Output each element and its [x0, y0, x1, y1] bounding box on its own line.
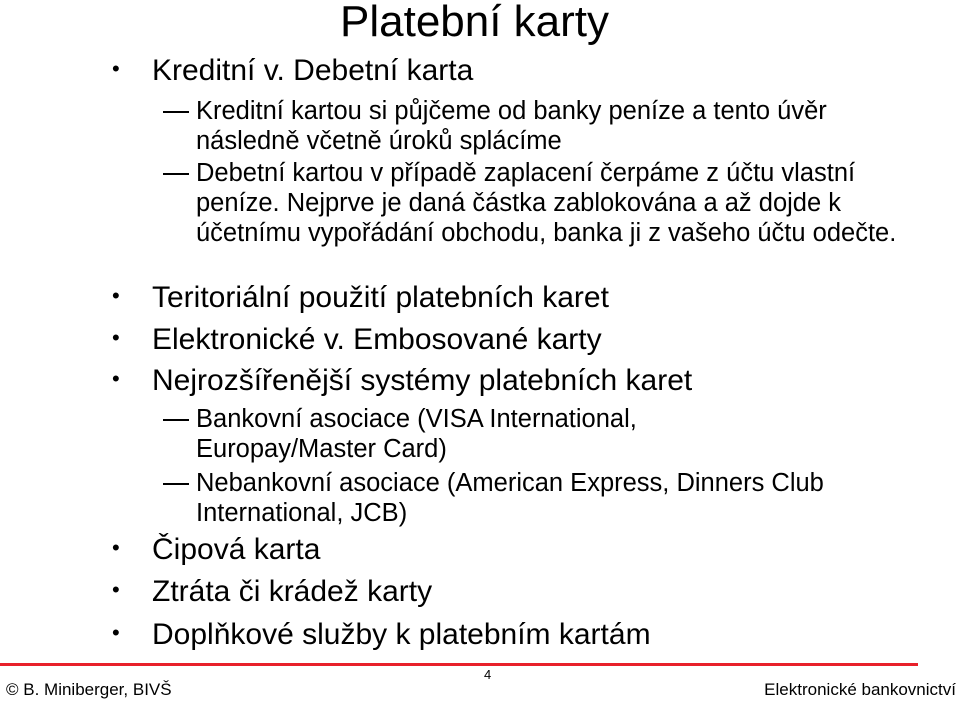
dash-icon [163, 419, 189, 421]
sub-bullet-item: Debetní kartou v případě zaplacení čerpáme z účtu vlastní peníze. Nejprve je daná částka zablokována a až dojde k účetnímu vypořádání obchodu, banka ji z vašeho účtu odečte. [196, 159, 897, 247]
bullet-item: Ztráta či krádež karty [152, 575, 433, 608]
bullet-item: Čipová karta [152, 533, 321, 566]
bullet-icon: • [112, 577, 120, 602]
bullet-icon: • [112, 325, 120, 350]
footer-author: © B. Miniberger, BIVŠ [6, 680, 172, 699]
bullet-icon: • [112, 56, 120, 81]
bullet-item: Nejrozšířenější systémy platebních karet [152, 364, 693, 397]
bullet-icon: • [112, 283, 120, 308]
dash-icon [163, 483, 189, 485]
sub-bullet-item: Nebankovní asociace (American Express, Dinners Club International, JCB) [196, 469, 824, 527]
sub-bullet-item: Kreditní kartou si půjčeme od banky peníze a tento úvěr následně včetně úroků splácíme [196, 97, 827, 155]
slide-title: Platební karty [340, 0, 610, 46]
page-number: 4 [484, 667, 492, 682]
bullet-icon: • [112, 366, 120, 391]
bullet-item: Elektronické v. Embosované karty [152, 323, 602, 356]
footer-divider [0, 663, 918, 666]
dash-icon [163, 173, 189, 175]
sub-bullet-item: Bankovní asociace (VISA International, Europay/Master Card) [196, 405, 637, 463]
dash-icon [163, 111, 189, 113]
bullet-item: Teritoriální použití platebních karet [152, 281, 609, 314]
footer-course: Elektronické bankovnictví [764, 680, 956, 699]
bullet-item: Kreditní v. Debetní karta [152, 54, 474, 87]
bullet-icon: • [112, 535, 120, 560]
bullet-icon: • [112, 620, 120, 645]
bullet-item: Doplňkové služby k platebním kartám [152, 618, 651, 651]
